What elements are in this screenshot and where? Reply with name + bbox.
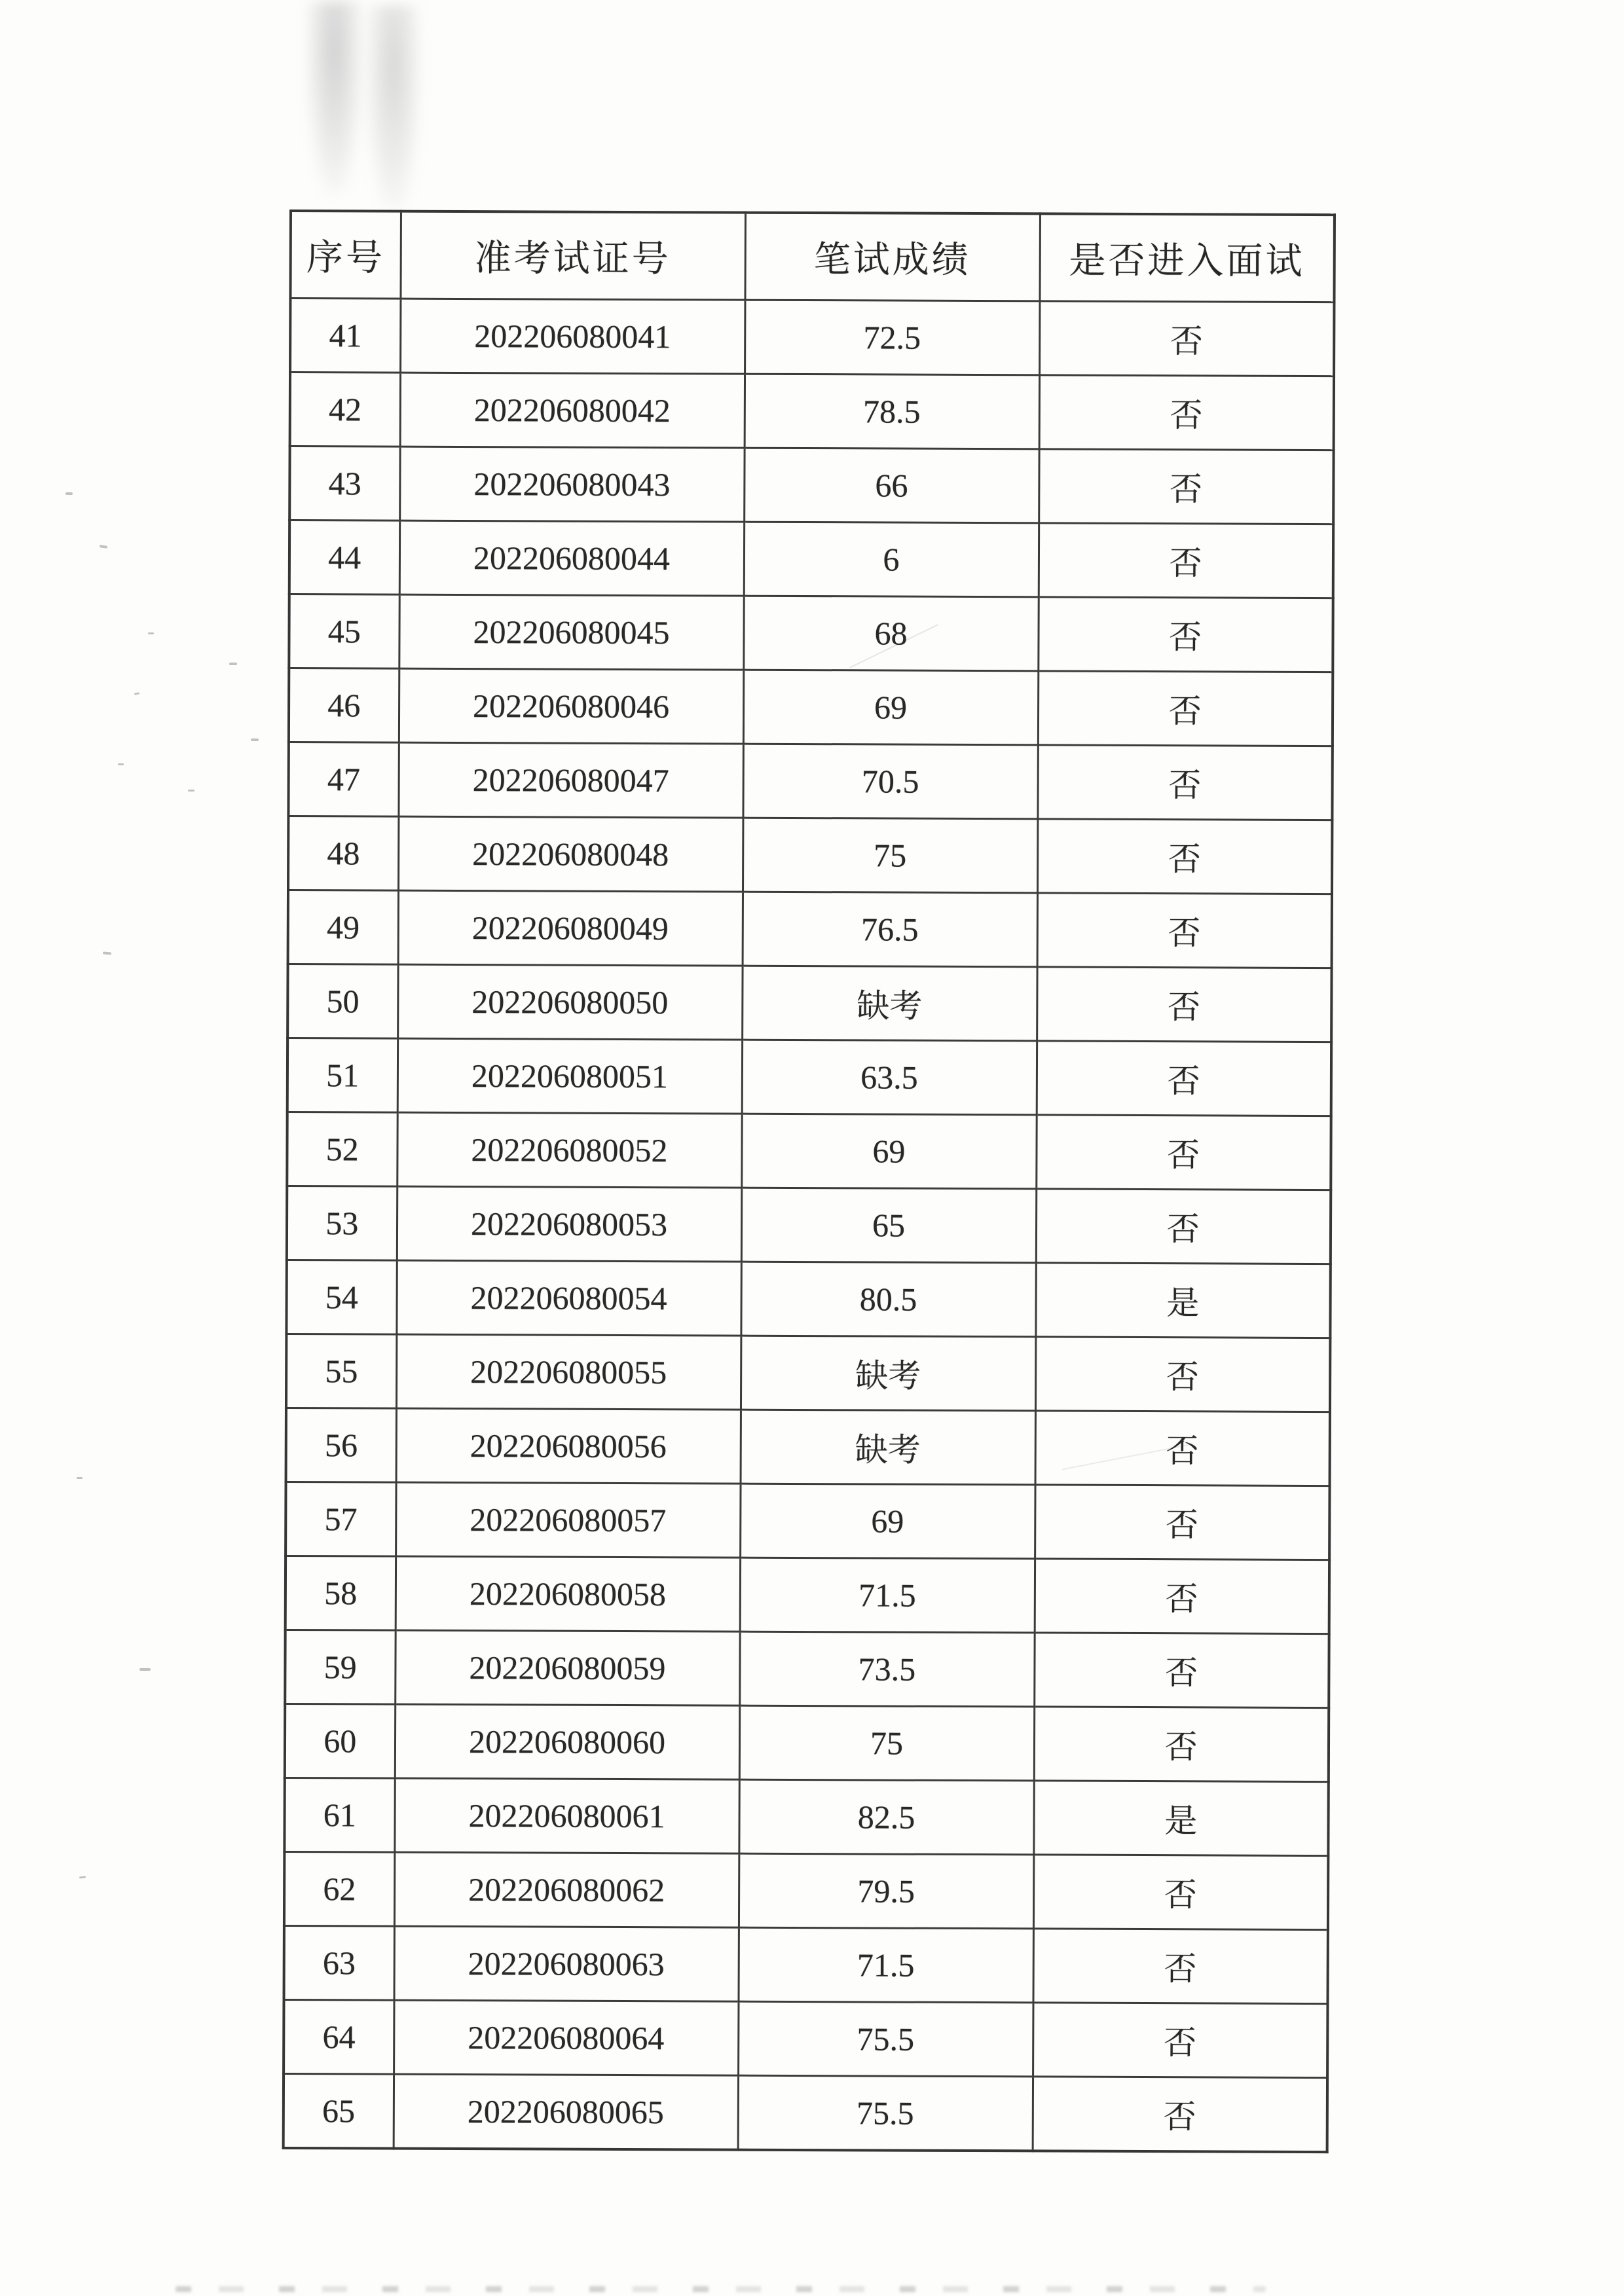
serial-cell: 58	[286, 1556, 396, 1630]
ticket-cell: 202206080065	[394, 2074, 738, 2150]
ticket-cell: 202206080048	[398, 816, 743, 892]
ticket-cell: 202206080042	[400, 373, 745, 448]
serial-cell: 48	[288, 816, 398, 891]
score-cell: 70.5	[743, 744, 1037, 819]
serial-cell: 59	[285, 1630, 395, 1704]
scan-speck	[103, 951, 111, 955]
scan-smudge	[367, 5, 420, 208]
scan-speck	[100, 545, 107, 549]
score-cell: 73.5	[739, 1631, 1034, 1707]
serial-cell: 56	[286, 1408, 396, 1482]
score-cell: 71.5	[740, 1558, 1035, 1633]
table-row	[284, 2073, 1327, 2152]
score-cell: 71.5	[738, 1927, 1033, 2003]
score-cell: 79.5	[739, 1853, 1033, 1929]
interview-cell: 否	[1038, 597, 1333, 672]
serial-cell: 63	[284, 1925, 394, 2000]
score-cell: 75	[743, 818, 1037, 893]
interview-cell: 否	[1039, 301, 1334, 376]
interview-cell: 否	[1038, 671, 1333, 746]
ticket-cell: 202206080046	[399, 668, 743, 744]
interview-cell: 否	[1039, 449, 1333, 524]
interview-cell: 否	[1035, 1411, 1330, 1486]
scan-smudge	[306, 1, 363, 194]
score-cell: 6	[744, 522, 1039, 597]
scan-speck	[148, 632, 154, 634]
score-cell: 65	[741, 1188, 1036, 1263]
ticket-cell: 202206080045	[399, 594, 743, 670]
scan-bleed-through	[175, 2286, 1266, 2292]
header-serial-number: 序号	[290, 211, 401, 299]
header-row	[290, 211, 1335, 302]
serial-cell: 41	[290, 299, 400, 373]
table-row	[288, 816, 1332, 894]
table-row	[287, 964, 1331, 1042]
score-cell: 66	[744, 448, 1039, 523]
header-enter-interview: 是否进入面试	[1039, 213, 1335, 302]
interview-cell: 是	[1035, 1263, 1330, 1338]
score-cell: 68	[743, 596, 1038, 671]
serial-cell: 54	[286, 1260, 396, 1334]
table-row	[290, 373, 1334, 450]
ticket-cell: 202206080063	[394, 1926, 738, 2001]
interview-cell: 是	[1033, 1781, 1328, 1856]
score-cell: 缺考	[742, 966, 1037, 1041]
score-cell: 76.5	[743, 892, 1037, 967]
ticket-cell: 202206080058	[396, 1556, 740, 1631]
ticket-cell: 202206080052	[397, 1112, 741, 1188]
ticket-cell: 202206080057	[396, 1482, 740, 1558]
interview-cell: 否	[1033, 1855, 1328, 1930]
table-row	[284, 1851, 1328, 1929]
table-row	[289, 668, 1333, 746]
serial-cell: 47	[288, 742, 398, 817]
interview-cell: 否	[1034, 1633, 1329, 1708]
ticket-cell: 202206080054	[396, 1260, 741, 1336]
interview-cell: 否	[1035, 1337, 1330, 1412]
interview-cell: 否	[1034, 1707, 1329, 1782]
interview-cell: 否	[1036, 1189, 1331, 1264]
serial-cell: 46	[289, 668, 399, 743]
table-row	[285, 1630, 1329, 1707]
ticket-cell: 202206080056	[396, 1408, 741, 1484]
ticket-cell: 202206080060	[395, 1704, 739, 1779]
score-cell: 75.5	[738, 2075, 1033, 2151]
score-cell: 72.5	[745, 300, 1039, 375]
serial-cell: 60	[285, 1704, 395, 1778]
scan-speck	[134, 692, 139, 695]
score-cell: 69	[741, 1114, 1036, 1189]
score-cell: 80.5	[741, 1262, 1035, 1337]
score-cell: 69	[743, 670, 1038, 745]
interview-cell: 否	[1033, 2003, 1327, 2078]
serial-cell: 57	[286, 1482, 396, 1556]
serial-cell: 43	[289, 446, 399, 521]
table-header	[290, 211, 1335, 302]
score-cell: 缺考	[741, 1410, 1035, 1485]
table-row	[286, 1260, 1330, 1338]
ticket-cell: 202206080059	[395, 1630, 739, 1705]
interview-cell: 否	[1033, 2077, 1327, 2152]
score-cell: 缺考	[741, 1336, 1035, 1411]
table-row	[286, 1334, 1330, 1412]
ticket-cell: 202206080043	[399, 446, 744, 522]
table-body	[284, 299, 1335, 2153]
scan-speck	[229, 663, 237, 665]
table-row	[289, 594, 1333, 672]
interview-cell: 否	[1039, 375, 1334, 450]
score-cell: 78.5	[745, 374, 1039, 449]
table-row	[290, 299, 1334, 376]
scan-speck	[77, 1477, 83, 1479]
table-row	[286, 1482, 1329, 1559]
header-written-score: 笔试成绩	[745, 213, 1040, 301]
table-row	[286, 1408, 1330, 1485]
table-row	[287, 1038, 1331, 1116]
ticket-cell: 202206080050	[397, 964, 742, 1040]
interview-cell: 否	[1037, 745, 1332, 820]
ticket-cell: 202206080062	[394, 1852, 739, 1927]
serial-cell: 51	[287, 1038, 397, 1112]
serial-cell: 42	[290, 373, 400, 447]
score-cell: 75.5	[738, 2001, 1033, 2077]
serial-cell: 52	[287, 1112, 397, 1186]
table-row	[285, 1704, 1329, 1781]
table-row	[284, 1999, 1327, 2077]
ticket-cell: 202206080064	[394, 2000, 738, 2075]
scan-speck	[188, 790, 194, 792]
score-cell: 82.5	[739, 1779, 1033, 1855]
serial-cell: 55	[286, 1334, 396, 1408]
interview-cell: 否	[1039, 523, 1333, 598]
score-cell: 69	[740, 1484, 1035, 1559]
scan-speck	[118, 763, 124, 765]
table-row	[284, 1777, 1328, 1855]
score-cell: 75	[739, 1705, 1034, 1781]
serial-cell: 64	[284, 1999, 394, 2074]
serial-cell: 61	[284, 1777, 394, 1852]
ticket-cell: 202206080055	[396, 1334, 741, 1410]
serial-cell: 49	[288, 890, 398, 965]
ticket-cell: 202206080053	[397, 1186, 741, 1262]
table-row	[287, 1112, 1331, 1190]
table-row	[284, 1925, 1328, 2003]
scan-speck	[65, 492, 73, 495]
header-ticket-number: 准考试证号	[400, 211, 745, 301]
serial-cell: 45	[289, 594, 399, 669]
ticket-cell: 202206080047	[398, 742, 743, 818]
interview-cell: 否	[1033, 1929, 1327, 2004]
interview-cell: 否	[1037, 967, 1331, 1042]
interview-cell: 否	[1037, 893, 1332, 968]
ticket-cell: 202206080061	[394, 1778, 739, 1853]
serial-cell: 44	[289, 520, 399, 595]
serial-cell: 53	[287, 1186, 397, 1260]
interview-cell: 否	[1035, 1559, 1329, 1634]
interview-cell: 否	[1037, 1041, 1331, 1116]
serial-cell: 65	[284, 2073, 394, 2148]
interview-cell: 否	[1036, 1115, 1331, 1190]
ticket-cell: 202206080049	[398, 890, 743, 966]
score-cell: 63.5	[742, 1040, 1037, 1115]
serial-cell: 62	[284, 1851, 394, 1926]
table-row	[289, 446, 1333, 524]
score-table	[282, 210, 1336, 2153]
ticket-cell: 202206080051	[397, 1038, 742, 1114]
interview-cell: 否	[1035, 1485, 1329, 1560]
serial-cell: 50	[287, 964, 397, 1038]
ticket-cell: 202206080041	[400, 299, 745, 374]
interview-cell: 否	[1037, 819, 1332, 894]
ticket-cell: 202206080044	[399, 520, 744, 596]
table-row	[288, 742, 1332, 820]
scan-speck	[139, 1668, 151, 1671]
table-row	[286, 1556, 1329, 1633]
table-row	[287, 1186, 1331, 1264]
scan-speck	[79, 1876, 86, 1878]
table-row	[289, 520, 1333, 598]
scan-speck	[251, 738, 259, 741]
table-row	[288, 890, 1332, 968]
